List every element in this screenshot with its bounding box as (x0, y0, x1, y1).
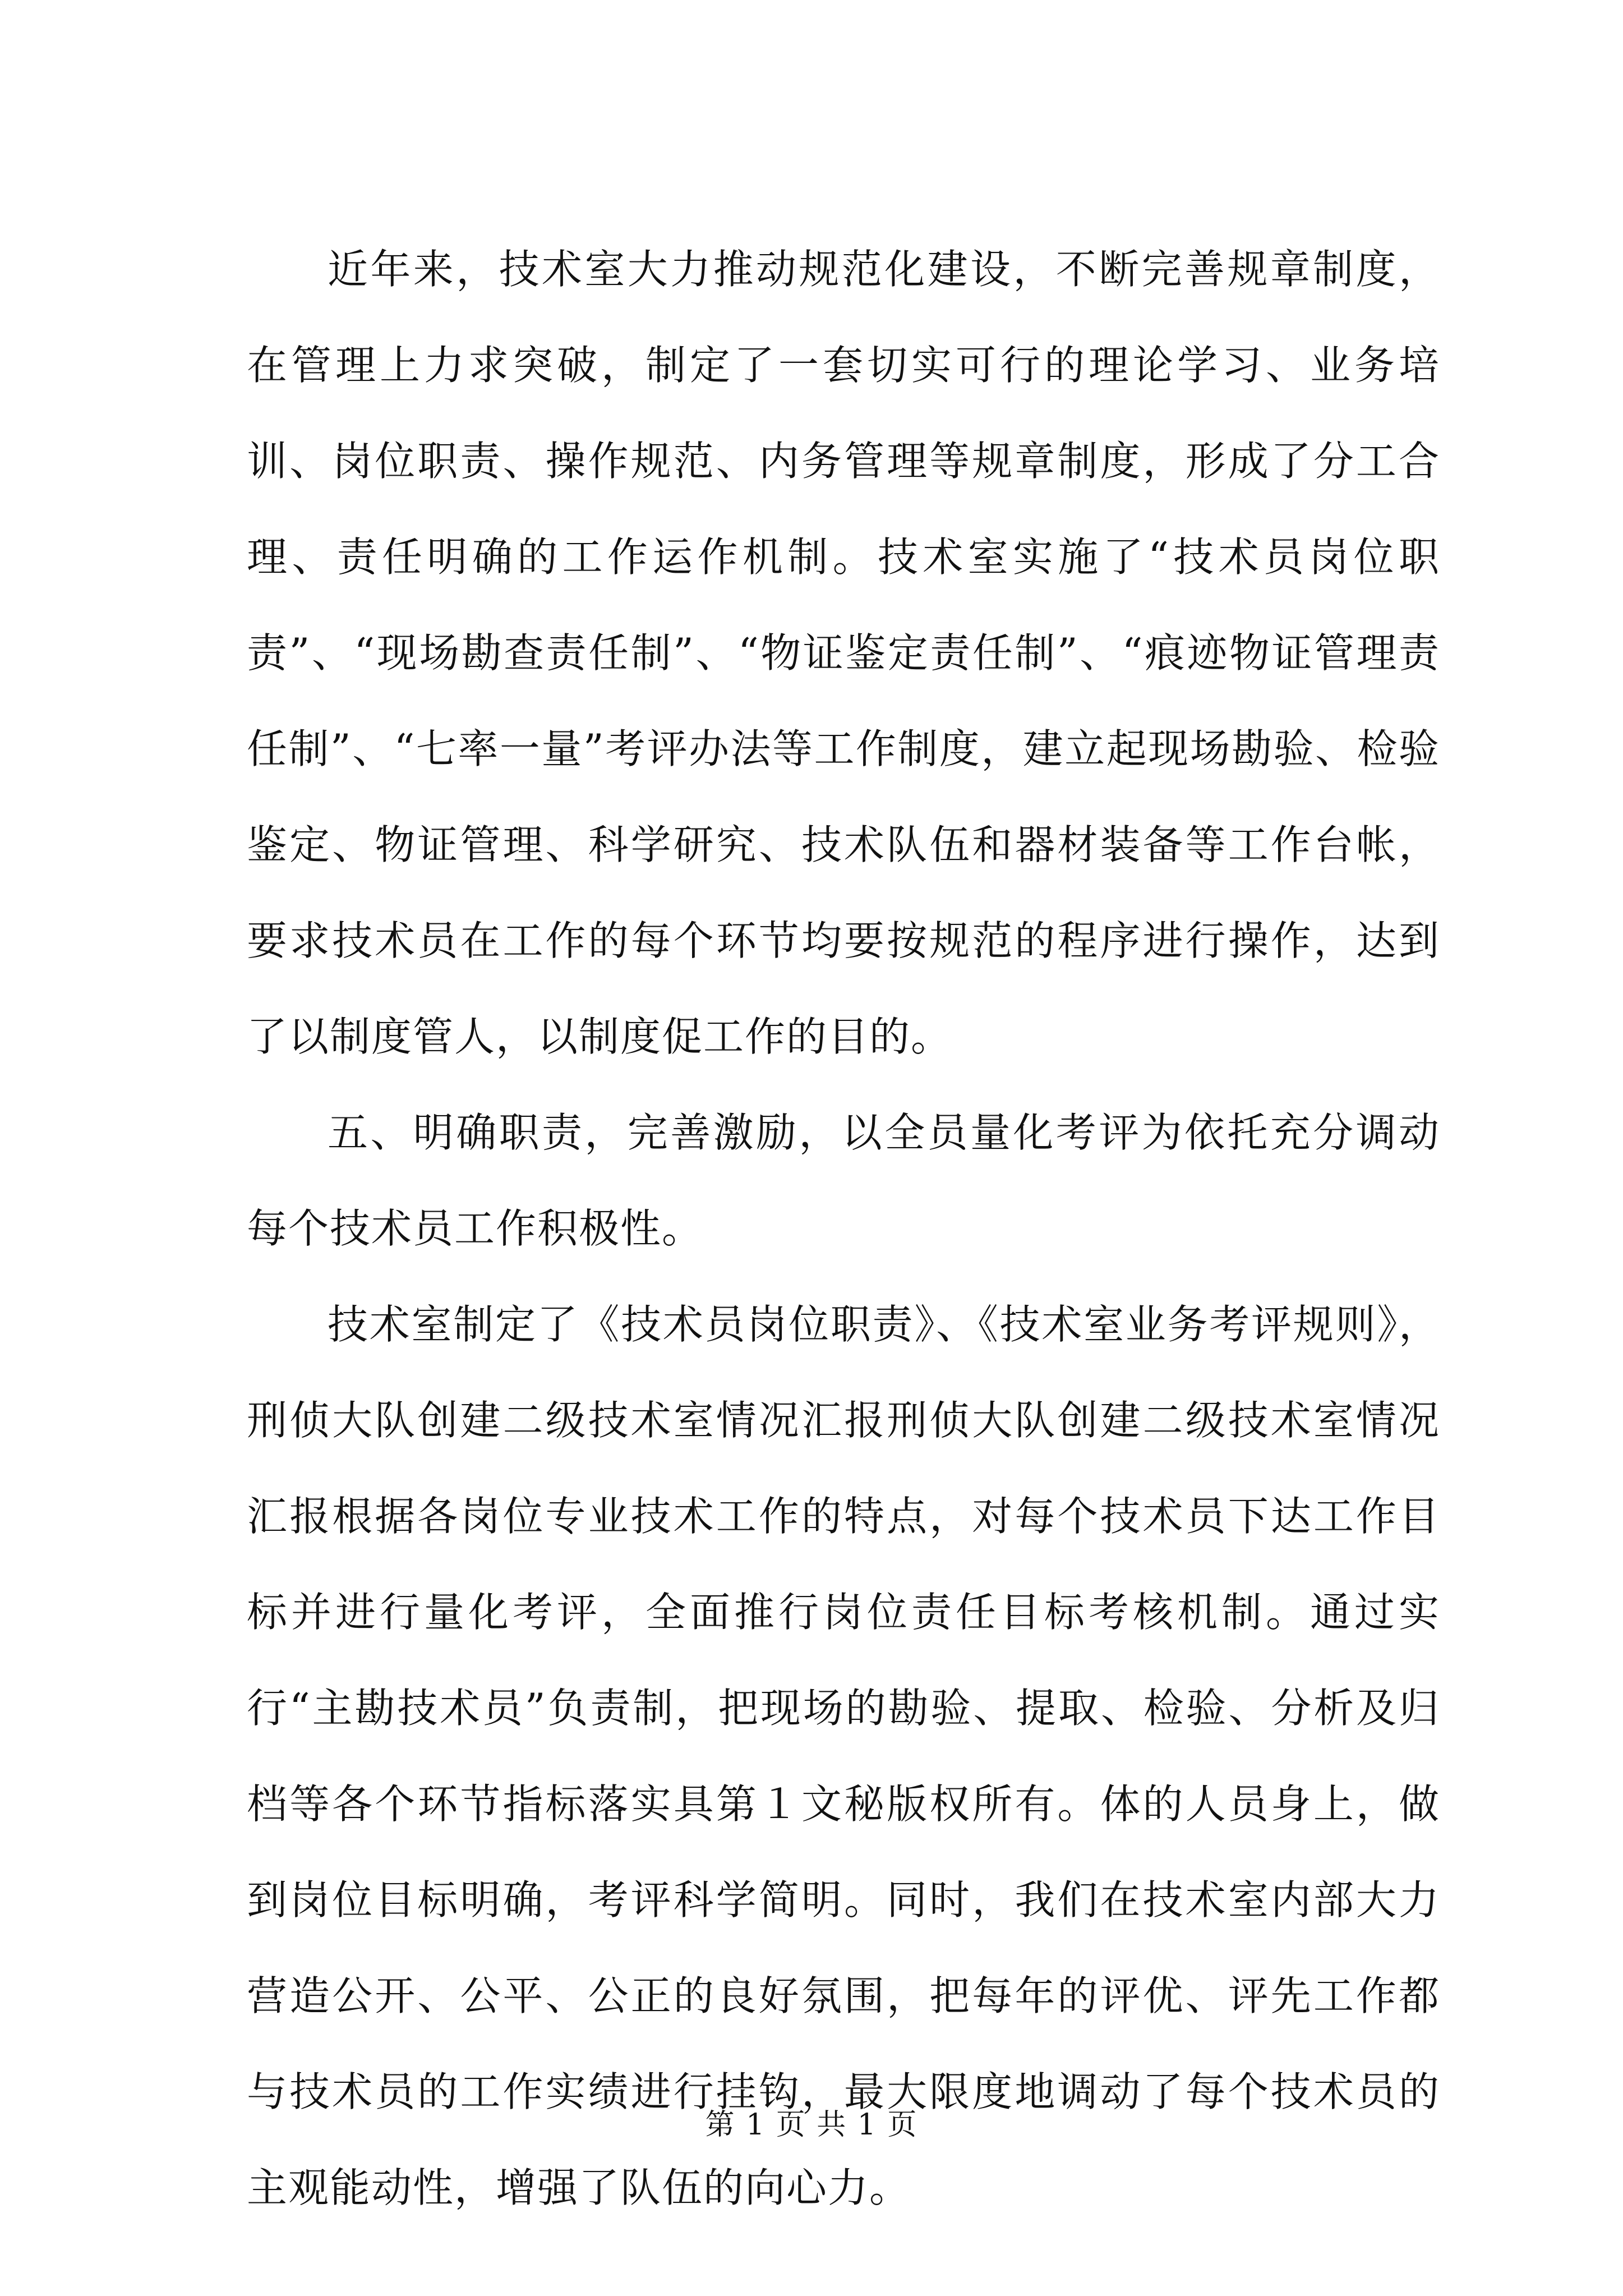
paragraph-management-system: 近年来，技术室大力推动规范化建设，不断完善规章制度，在管理上力求突破，制定了一套切实可行的理论学习、业务培训、岗位职责、操作规范、内务管理等规章制度，形成了分工合理、责任明确的工作运作机制。技术室实施了“技术员岗位职责”、“现场勘查责任制”、“物证鉴定责任制”、“痕迹物证管理责任制”、“七率一量”考评办法等工作制度，建立起现场勘验、检验鉴定、物证管理、科学研究、技术队伍和器材装备等工作台帐，要求技术员在工作的每个环节均要按规范的程序进行操作，达到了以制度管人，以制度促工作的目的。 (247, 246, 1440, 1060)
paragraph-section-five-heading: 五、明确职责，完善激励，以全员量化考评为依托充分调动每个技术员工作积极性。 (247, 1109, 1440, 1252)
paragraph-evaluation-rules: 技术室制定了《技术员岗位职责》、《技术室业务考评规则》，刑侦大队创建二级技术室情况汇报刑侦大队创建二级技术室情况汇报根据各岗位专业技术工作的特点，对每个技术员下达工作目标并进行量化考评，全面推行岗位责任目标考核机制。通过实行“主勘技术员”负责制，把现场的勘验、提取、检验、分析及归档等各个环节指标落实具第１文秘版权所有。体的人员身上，做到岗位目标明确，考评科学简明。同时，我们在技术室内部大力营造公开、公平、公正的良好氛围，把每年的评优、评先工作都与技术员的工作实绩进行挂钩，最大限度地调动了每个技术员的主观能动性，增强了队伍的向心力。 (247, 1301, 1440, 2211)
page-footer: 第 1 页 共 1 页 (705, 2108, 918, 2142)
document-body (247, 222, 1440, 2236)
